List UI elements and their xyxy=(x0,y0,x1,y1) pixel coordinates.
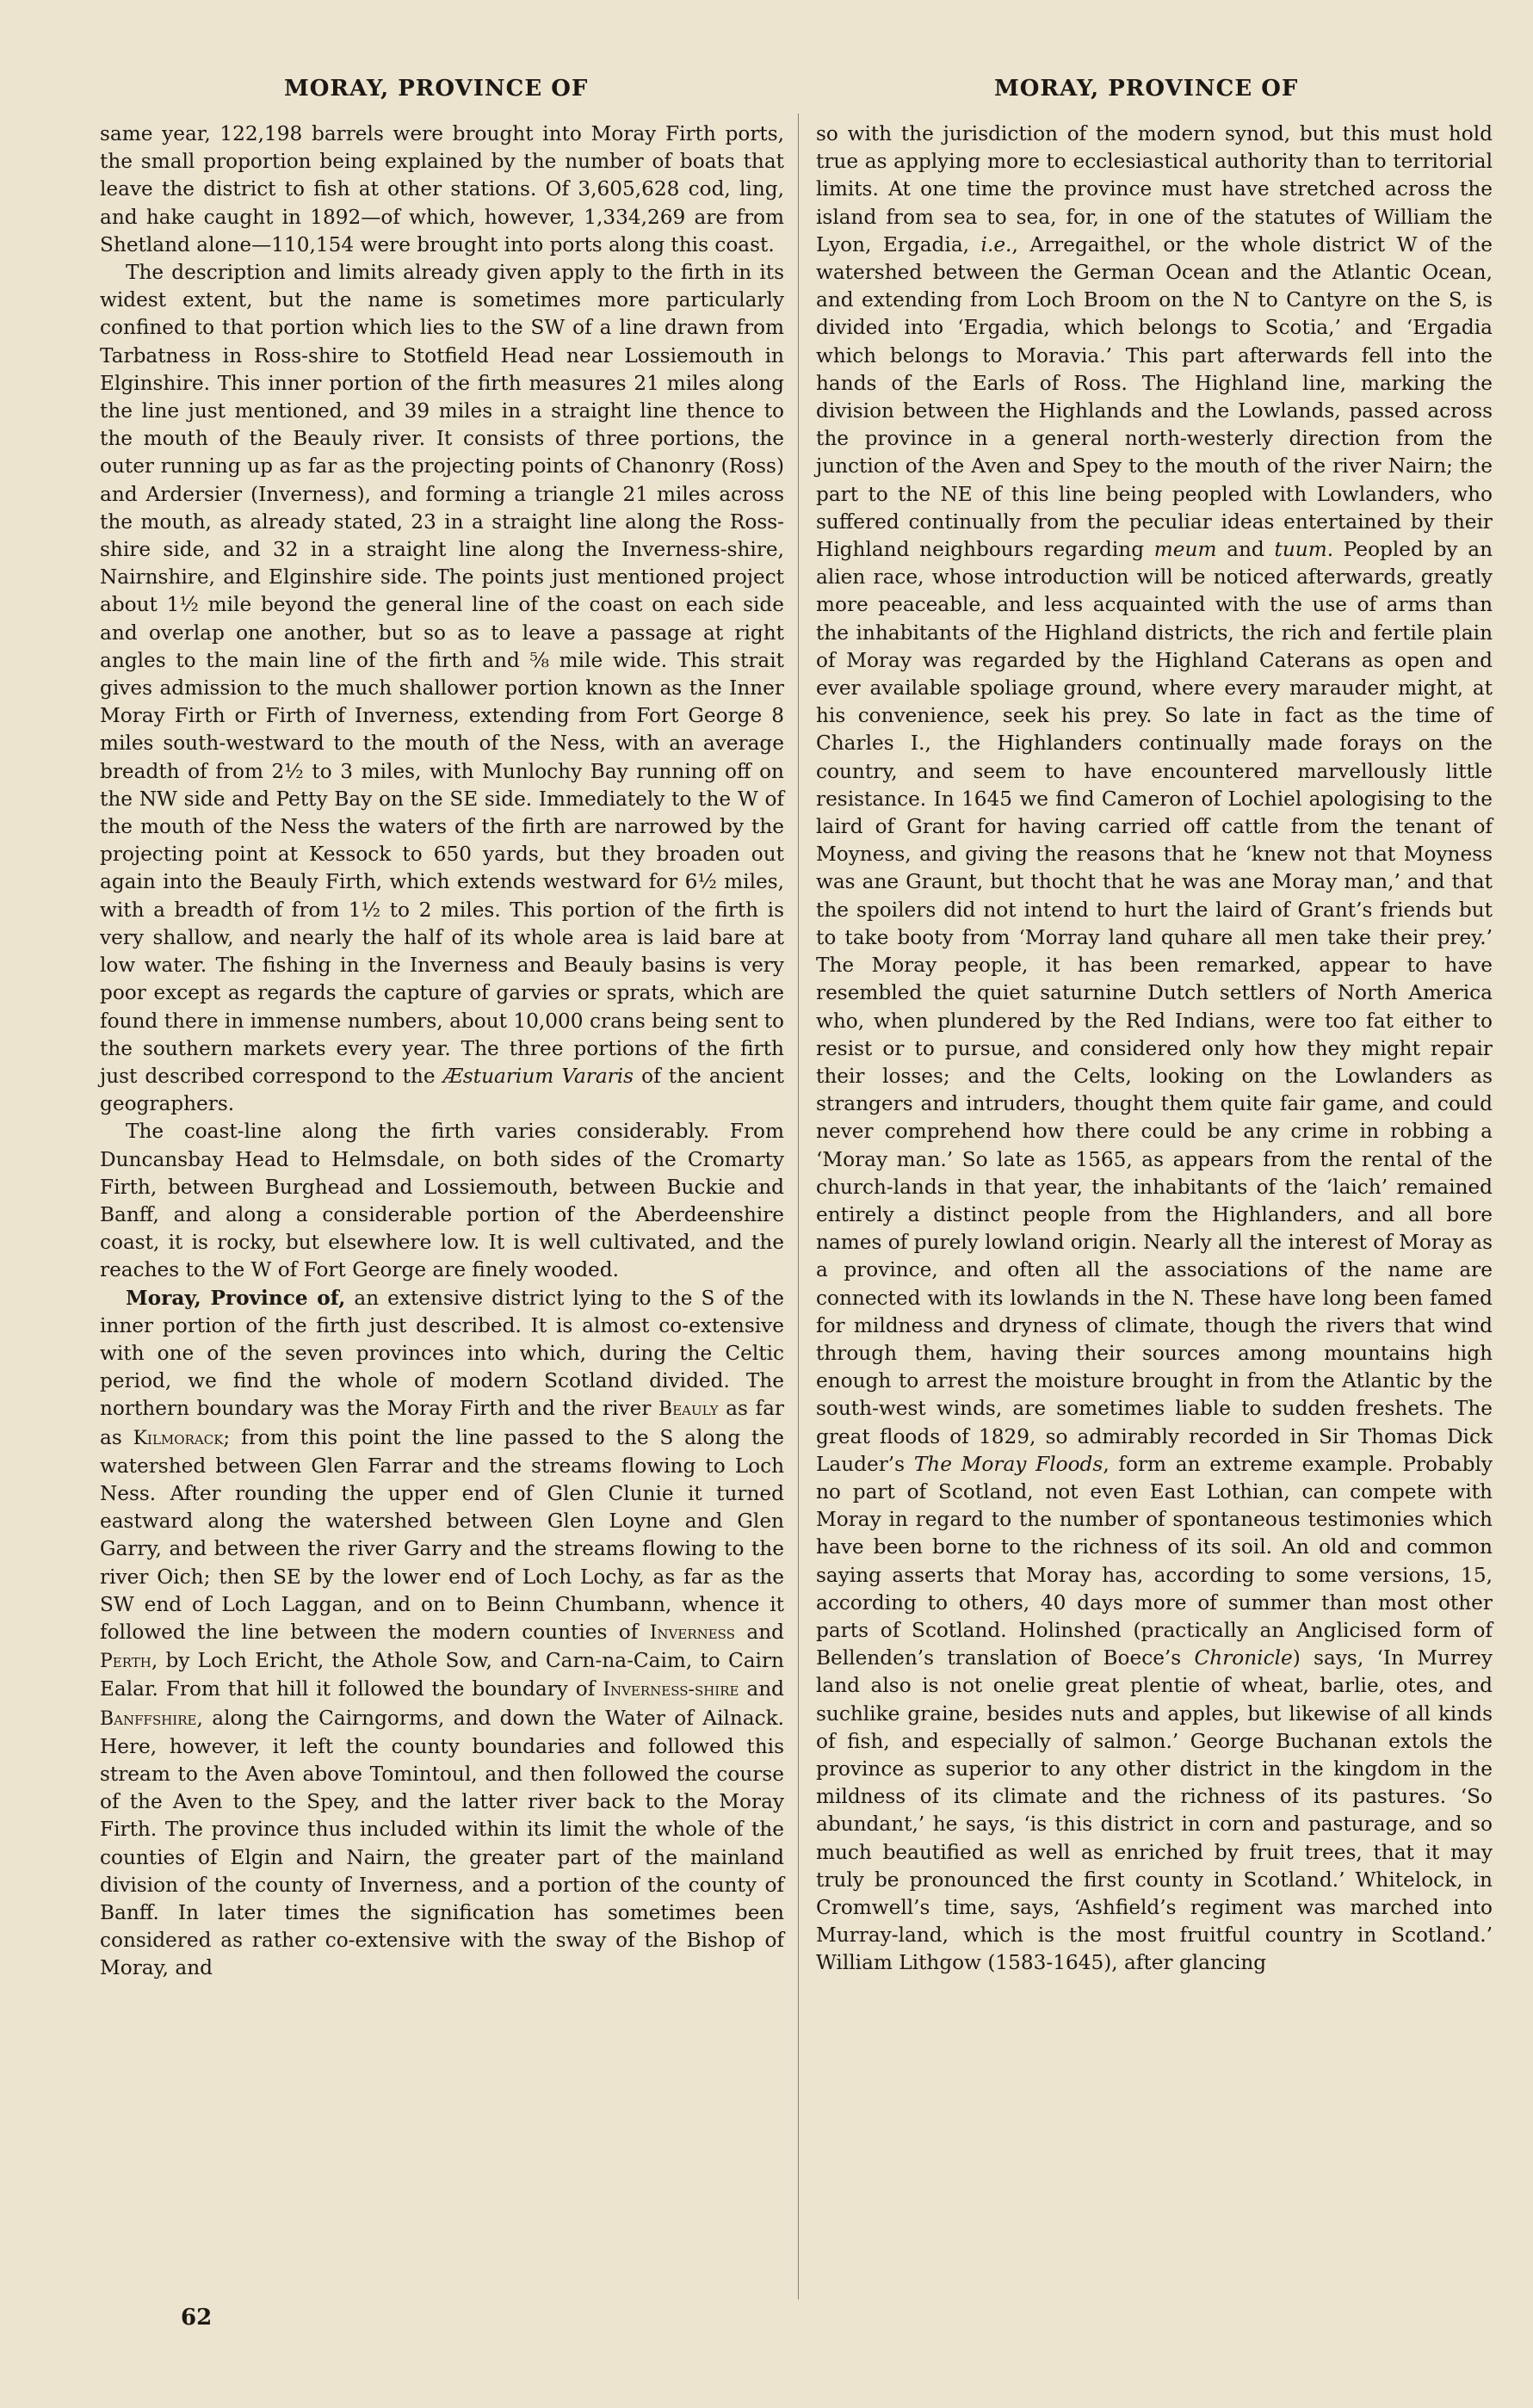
xref-inverness-shire: Inverness-shire xyxy=(603,1679,739,1701)
left-column xyxy=(100,120,784,1983)
xref-kilmorack: Kilmorack xyxy=(133,1427,224,1449)
entry-moray-province: Moray, Province of, an extensive district lying to the S of the inner portion of the firth just described. It is almost co-extensive with one of the seven provinces into which, during the Celtic period, we find the whole of modern Scotland divided. The northern boundary was the Moray Firth and the river Beauly as far as Kilmorack; from this point the line passed to the S along the watershed between Glen Farrar and the streams flowing to Loch Ness. After rounding the upper end of Glen Clunie it turned eastward along the watershed between Glen Loyne and Glen Garry, and between the river Garry and the streams flowing to the river Oich; then SE by the lower end of Loch Lochy, as far as the SW end of Loch Laggan, and on to Beinn Chumbann, whence it followed the line between the modern counties of Inverness and Perth, by Loch Ericht, the Athole Sow, and Carn-na-Caim, to Cairn Ealar. From that hill it followed the boundary of Inverness-shire and Banffshire, along the Cairngorms, and down the Water of Ailnack. Here, however, it left the county boundaries and followed this stream to the Aven above Tomintoul, and then followed the course of the Aven to the Spey, and the latter river back to the Moray Firth. The province thus included within its limit the whole of the counties of Elgin and Nairn, the greater part of the mainland division of the county of Inverness, and a portion of the county of Banff. In later times the signification has sometimes been considered as rather co-extensive with the sway of the Bishop of Moray, and xyxy=(100,1286,785,1980)
running-head-left: MORAY, PROVINCE OF xyxy=(284,76,589,102)
paragraph-firth-limits: The description and limits already given apply to the firth in its widest extent, but the name is sometimes more particularly confined to that portion which lies to the SW of a line drawn from Tarbatness in Ross-shire to Stotfield Head near Lossiemouth in Elginshire. This inner portion of the firth measures 21 miles along the line just mentioned, and 39 miles in a straight line thence to the mouth of the Beauly river. It consists of three portions, the outer running up as far as the projecting points of Chanonry (Ross) and Ardersier (Inverness), and forming a triangle 21 miles across the mouth, as already stated, 23 in a straight line along the Ross-shire side, and 32 in a straight line along the Inverness-shire, Nairnshire, and Elginshire side. The points just mentioned project about 1½ mile beyond the general line of the coast on each side and overlap one another, but so as to leave a passage at right angles to the main line of the firth and ⅝ mile wide. This strait gives admission to the much shallower portion known as the Inner Moray Firth or Firth of Inverness, extending from Fort George 8 miles south-westward to the mouth of the Ness, with an average breadth of from 2½ to 3 miles, with Munlochy Bay running off on the NW side and Petty Bay on the SE side. Immediately to the W of the mouth of the Ness the waters of the firth are narrowed by the projecting point at Kessock to 650 yards, but they broaden out again into the Beauly Firth, which extends westward for 6½ miles, with a breadth of from 1½ to 2 miles. This portion of the firth is very shallow, and nearly the half of its whole area is laid bare at low water. The fishing in the Inverness and Beauly basins is very poor except as regards the capture of garvies or sprats, which are found there in immense numbers, about 10,000 crans being sent to the southern markets every year. The three portions of the firth just described correspond to the Æstuarium Vararis of the ancient geographers. xyxy=(100,261,784,1116)
paragraph-moray-history: so with the jurisdiction of the modern synod, but this must hold true as applying more to ecclesiastical authority than to territorial limits. At one time the province must have stretched across the island from sea to sea, for, in one of the statutes of William the Lyon, Ergadia, i.e., Arregaithel, or the whole district W of the watershed between the German Ocean and the Atlantic Ocean, and extending from Loch Broom on the N to Cantyre on the S, is divided into ‘Ergadia, which belongs to Scotia,’ and ‘Ergadia which belongs to Moravia.’ This part afterwards fell into the hands of the Earls of Ross. The Highland line, marking the division between the Highlands and the Lowlands, passed across the province in a general north-westerly direction from the junction of the Aven and Spey to the mouth of the river Nairn; the part to the NE of this line being peopled with Lowlanders, who suffered continually from the peculiar ideas entertained by their Highland neighbours regarding meum and tuum. Peopled by an alien race, whose introduction will be noticed afterwards, greatly more peaceable, and less acquainted with the use of arms than the inhabitants of the Highland districts, the rich and fertile plain of Moray was regarded by the Highland Caterans as open and ever available spoliage ground, where every marauder might, at his convenience, seek his prey. So late in fact as the time of Charles I., the Highlanders continually made forays on the country, and seem to have encountered marvellously little resistance. In 1645 we find Cameron of Lochiel apologising to the laird of Grant for having carried off cattle from the tenant of Moyness, and giving the reasons that he ‘knew not that Moyness was ane Graunt, but thocht that he was ane Moray man,’ and that the spoilers did not intend to hurt the laird of Grant’s friends but to take booty from ‘Morray land quhare all men take their prey.’ The Moray people, it has been remarked, appear to have resembled the quiet saturnine Dutch settlers of North America who, when plundered by the Red Indians, were too fat either to resist or to pursue, and considered only how they might repair their losses; and the Celts, looking on the Lowlanders as strangers and intruders, thought them quite fair game, and could never comprehend how there could be any crime in robbing a ‘Moray man.’ So late as 1565, as appears from the rental of the church-lands in that year, the inhabitants of the ‘laich’ remained entirely a distinct people from the Highlanders, and all bore names of purely lowland origin. Nearly all the interest of Moray as a province, and often all the associations of the name are connected with its lowlands in the N. These have long been famed for mildness and dryness of climate, though the rivers that wind through them, having their sources among mountains high enough to arrest the moisture brought in from the Atlantic by the south-west winds, are sometimes liable to sudden freshets. The great floods of 1829, so admirably recorded in Sir Thomas Dick Lauder’s The Moray Floods, form an extreme example. Probably no part of Scotland, not even East Lothian, can compete with Moray in regard to the number of spontaneous testimonies which have been borne to the richness of its soil. An old and common saying asserts that Moray has, according to some versions, 15, according to others, 40 days more of summer than most other parts of Scotland. Holinshed (practically an Anglicised form of Bellenden’s translation of Boece’s Chronicle) says, ‘In Murrey land also is not onelie great plentie of wheat, barlie, otes, and suchlike graine, besides nuts and apples, but likewise of all kinds of fish, and especially of salmon.’ George Buchanan extols the province as superior to any other district in the kingdom in the mildness of its climate and the richness of its pastures. ‘So abundant,’ he says, ‘is this district in corn and pasturage, and so much beautified as well as enriched by fruit trees, that it may truly be pronounced the first county in Scotland.’ Whitelock, in Cromwell’s time, says, ‘Ashfield’s regiment was marched into Murray-land, which is the most fruitful country in Scotland.’ William Lithgow (1583-1645), after glancing xyxy=(816,122,1493,1975)
page-number: 62 xyxy=(181,2305,213,2331)
latin-meum: meum xyxy=(1153,538,1217,562)
paragraph-coast-line: The coast-line along the firth varies considerably. From Duncansbay Head to Helmsdale, on both sides of the Cromarty Firth, between Burghead and Lossiemouth, between Buckie and Banff, and along a considerable portion of the Aberdeenshire coast, it is rocky, but elsewhere low. It is well cultivated, and the reaches to the W of Fort George are finely wooded. xyxy=(100,1120,784,1282)
column-divider xyxy=(798,114,799,2300)
latin-tuum: tuum xyxy=(1274,538,1327,562)
right-column xyxy=(816,120,1493,1978)
entry-headword: Moray, Province of, xyxy=(126,1286,346,1310)
xref-banffshire: Banffshire xyxy=(100,1707,197,1730)
xref-beauly: Beauly xyxy=(658,1398,719,1421)
book-title-chronicle: Chronicle xyxy=(1194,1646,1293,1670)
running-head-right: MORAY, PROVINCE OF xyxy=(994,76,1299,102)
xref-inverness: Inverness xyxy=(649,1621,735,1644)
latin-term: Æstuarium Vararis xyxy=(442,1064,634,1088)
book-title-moray-floods: The Moray Floods xyxy=(913,1452,1103,1476)
xref-perth: Perth xyxy=(100,1651,151,1673)
paragraph-fishing: same year, 122,198 barrels were brought into Moray Firth ports, the small proportion being explained by the number of boats that leave the district to fish at other stations. Of 3,605,628 cod, ling, and hake caught in 1892—of which, however, 1,334,269 are from Shetland alone—110,154 were brought into ports along this coast. xyxy=(100,122,784,256)
